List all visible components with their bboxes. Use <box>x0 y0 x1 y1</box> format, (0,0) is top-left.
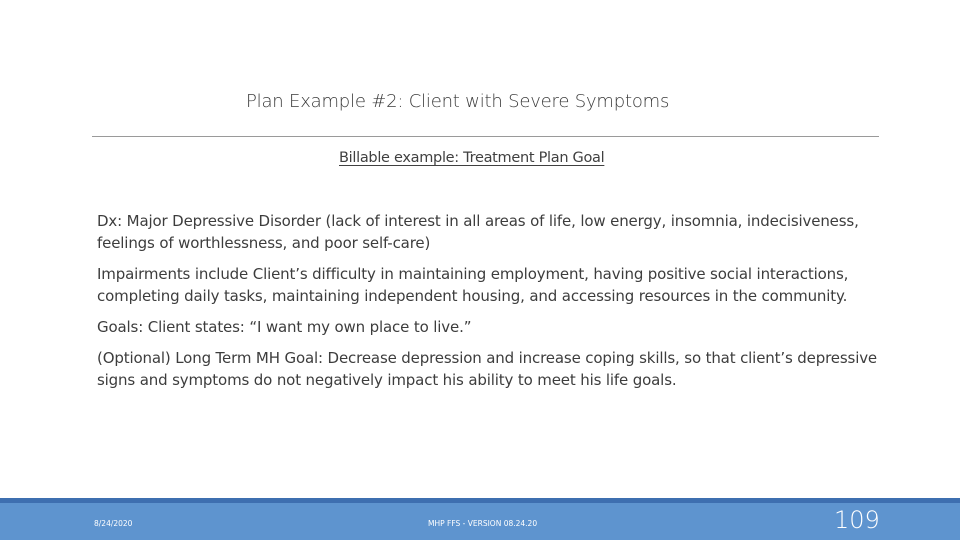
paragraph-long-term-goal: (Optional) Long Term MH Goal: Decrease depression and increase coping skills, so that client’s depressive signs and symptoms do not negatively impact his ability to meet his life goals. <box>97 349 878 389</box>
slide-body <box>97 210 887 400</box>
title-divider <box>92 136 879 137</box>
footer-version: MHP FFS - VERSION 08.24.20 <box>428 519 538 528</box>
footer-bar-accent <box>0 498 960 503</box>
paragraph-impairments: Impairments include Client’s difficulty in maintaining employment, having positive social interactions, completing daily tasks, maintaining independent housing, and accessing resources in the community. <box>97 265 849 305</box>
footer-date: 8/24/2020 <box>94 519 133 528</box>
slide-title: Plan Example #2: Client with Severe Symptoms <box>246 91 670 112</box>
paragraph-goals: Goals: Client states: “I want my own place to live.” <box>97 318 472 336</box>
paragraph-diagnosis: Dx: Major Depressive Disorder (lack of interest in all areas of life, low energy, insomnia, indecisiveness, feelings of worthlessness, and poor self-care) <box>97 212 859 252</box>
slide-subtitle: Billable example: Treatment Plan Goal <box>339 150 605 166</box>
page-number: 109 <box>834 506 880 534</box>
